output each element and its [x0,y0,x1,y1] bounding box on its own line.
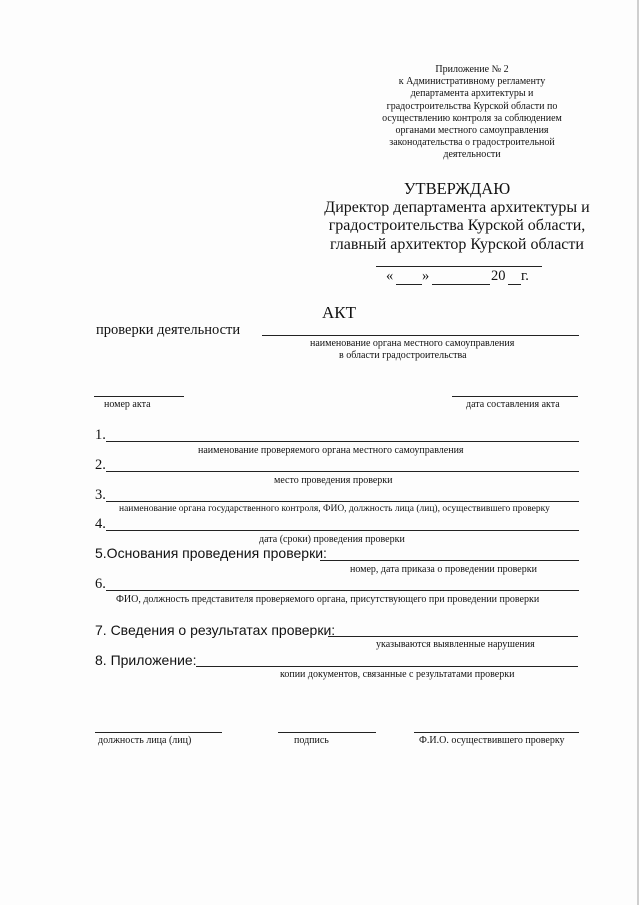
field-5-input[interactable] [320,560,579,561]
approval-line: главный архитектор Курской области [330,235,584,253]
field-4-hint: дата (сроки) проведения проверки [259,534,405,545]
field-8-hint: копии документов, связанные с результатами проверки [280,669,515,680]
appendix-line: департамента архитектуры и [410,88,534,100]
signature-position-label: должность лица (лиц) [98,735,192,746]
field-1-hint: наименование проверяемого органа местного самоуправления [198,445,464,456]
approval-signature-line[interactable] [376,266,542,267]
field-4-input[interactable] [106,530,579,531]
field-7-input[interactable] [328,636,578,637]
field-6-input[interactable] [106,590,579,591]
field-2-hint: место проведения проверки [274,475,393,486]
approval-line: градостроительства Курской области, [328,217,586,234]
appendix-line: осуществлению контроля за соблюдением [382,112,562,124]
field-2-number: 2. [95,457,106,473]
field-7-hint: указываются выявленные нарушения [376,639,535,650]
field-3-input[interactable] [106,501,579,502]
field-3-hint: наименование органа государственного контроля, ФИО, должность лица (лиц), осуществившего проверку [119,504,550,514]
signature-sign-label: подпись [294,735,329,746]
date-month-field[interactable] [432,284,490,285]
date-open-quote: « [386,268,394,284]
field-1-number: 1. [95,427,106,443]
field-6-hint: ФИО, должность представителя проверяемого органа, присутствующего при проведении проверки [116,594,540,605]
field-3-number: 3. [95,487,106,503]
field-6-number: 6. [95,576,106,592]
approval-title: УТВЕРЖДАЮ [403,179,511,198]
field-7-label: 7. Сведения о результатах проверки: [95,622,336,638]
signature-fio-field[interactable] [414,732,579,733]
appendix-line: деятельности [443,149,501,161]
field-8-label: 8. Приложение: [95,652,197,668]
act-title: АКТ [322,303,356,322]
field-2-input[interactable] [106,471,579,472]
appendix-line: к Административному регламенту [398,76,546,88]
act-number-field[interactable] [94,396,184,397]
signature-position-field[interactable] [95,732,222,733]
date-day-field[interactable] [396,284,422,285]
appendix-line: Приложение № 2 [435,64,509,75]
act-subject-field[interactable] [262,335,579,336]
date-year-suffix: г. [521,268,529,284]
act-subject-hint-2: в области градостроительства [339,350,467,361]
approval-block [322,180,592,254]
signature-fio-label: Ф.И.О. осуществившего проверку [419,735,565,746]
field-8-input[interactable] [196,666,578,667]
date-year-field[interactable] [508,284,521,285]
field-5-label: 5.Основания проведения проверки: [95,545,327,561]
date-year-prefix: 20 [491,268,506,284]
field-5-hint: номер, дата приказа о проведении проверки [350,564,537,575]
act-number-label: номер акта [104,399,151,410]
act-date-field[interactable] [452,396,578,397]
appendix-header [350,64,594,162]
act-subject-label: проверки деятельности [96,322,241,338]
appendix-line: законодательства о градостроительной [389,137,555,149]
act-date-label: дата составления акта [466,399,560,410]
field-1-input[interactable] [106,441,579,442]
signature-sign-field[interactable] [278,732,376,733]
act-subject-hint: наименование органа местного самоуправления [310,338,515,349]
appendix-line: градостроительства Курской области по [386,100,558,112]
approval-line: Директор департамента архитектуры и [324,198,590,216]
appendix-line: органами местного самоуправления [395,125,549,137]
date-close-quote: » [422,268,430,284]
field-4-number: 4. [95,516,106,532]
